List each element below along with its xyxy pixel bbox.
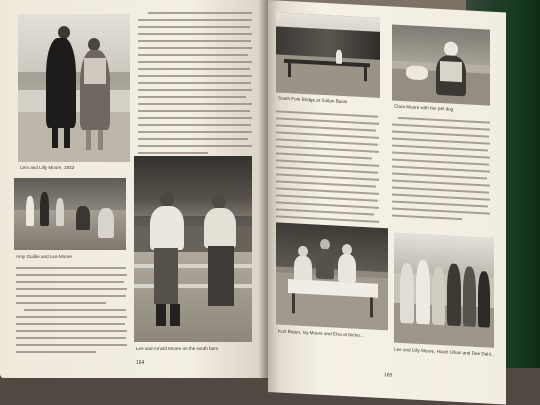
right-page (268, 0, 506, 404)
caption-group: Amy Guidie and Lea Moore (16, 254, 72, 259)
page-number-right: 165 (384, 372, 393, 379)
photo-woman-dog (392, 24, 490, 105)
caption-family-group: Lee and Lilly Moore, Hazel Lillian and Dee Dahl... (394, 346, 495, 357)
caption-couple: Lem and Lilly Moore, 1933 (20, 165, 75, 170)
photo-group (14, 178, 126, 250)
text-block-bottom (16, 265, 128, 355)
photo-bridge (276, 12, 380, 97)
caption-bridge: South Fork Bridge at Sultan Basin (278, 95, 348, 105)
text-column-right-left (276, 108, 380, 233)
photo-picnic-table (276, 222, 388, 330)
left-page (0, 0, 268, 378)
text-column-right-right (392, 114, 492, 231)
text-block-top (138, 10, 256, 170)
photo-couple (18, 14, 130, 162)
caption-woman-dog: Clara Moore with her pet dog (394, 103, 454, 112)
photo-farm-men (134, 156, 252, 342)
caption-farm-men: Lee and Arnold Moore on the south farm (136, 346, 219, 351)
page-number-left: 164 (136, 360, 145, 366)
photo-family-group (394, 233, 494, 348)
caption-picnic-table: Kurt Braun, Ivy Moore and Elva at Nicho... (278, 328, 364, 339)
